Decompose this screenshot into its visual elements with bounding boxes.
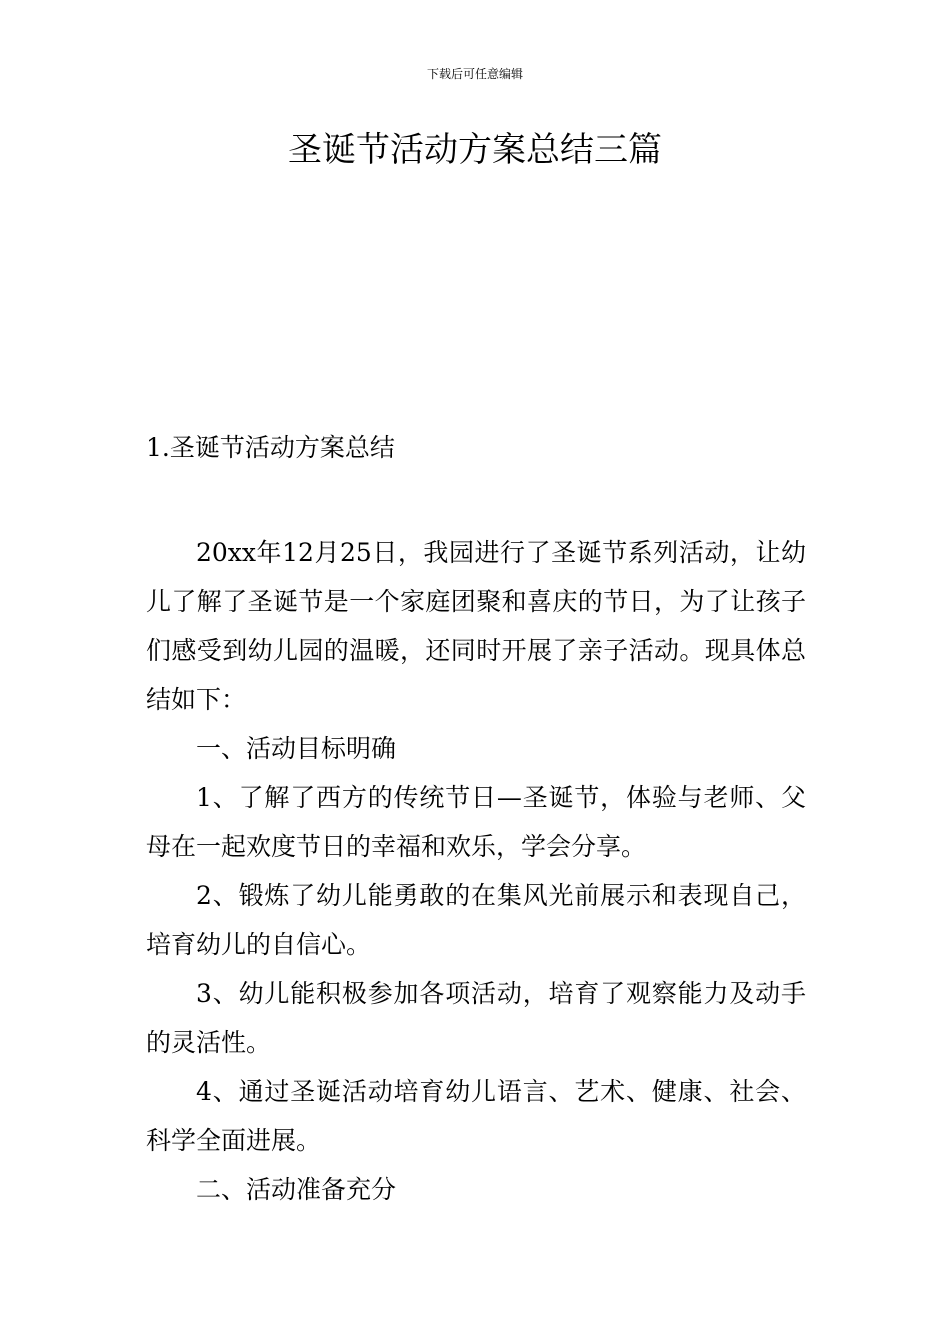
document-title: 圣诞节活动方案总结三篇 [288, 130, 662, 170]
header-note: 下载后可任意编辑 [426, 67, 523, 81]
intro-paragraph: 20xx年12月25日，我园进行了圣诞节系列活动，让幼儿了解了圣诞节是一个家庭团聚和喜庆的节日，为了让孩子们感受到幼儿园的温暖，还同时开展了亲子活动。现具体总结如下： [146, 538, 806, 714]
goal-item-2: 2、锻炼了幼儿能勇敢的在集风光前展示和表现自己，培育幼儿的自信心。 [146, 881, 806, 959]
goal-item-1: 1、了解了西方的传统节日—圣诞节，体验与老师、父母在一起欢度节日的幸福和欢乐，学会分享。 [146, 783, 806, 861]
subheading-goals: 一、活动目标明确 [196, 734, 397, 763]
subheading-preparation: 二、活动准备充分 [196, 1175, 397, 1204]
document-body [146, 528, 806, 1214]
goal-item-3: 3、幼儿能积极参加各项活动，培育了观察能力及动手的灵活性。 [146, 979, 806, 1057]
goal-item-4: 4、通过圣诞活动培育幼儿语言、艺术、健康、社会、科学全面进展。 [146, 1077, 806, 1155]
section-heading: 1.圣诞节活动方案总结 [146, 433, 395, 462]
